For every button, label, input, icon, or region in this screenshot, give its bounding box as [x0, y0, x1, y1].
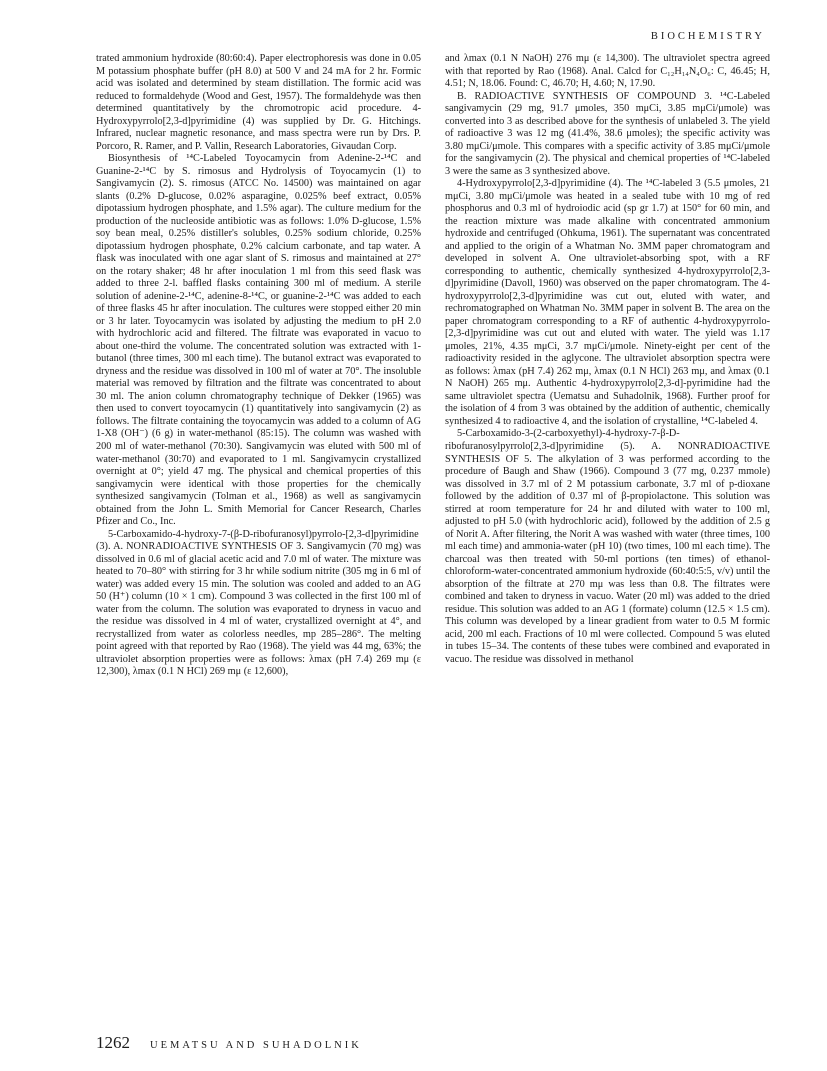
- paragraph: 5-Carboxamido-4-hydroxy-7-(β-D-ribofuranosyl)pyrrolo-[2,3-d]pyrimidine (3). A. NONRADIOACTIVE SYNTHESIS OF 3. Sangivamycin (70 mg) was dissolved in 0.6 ml of glacial acetic acid and 7.0 ml of water. The mixture was heated to 70–80° with stirring for 3 hr while sodium nitrite (305 mg in 6 ml of water) was added every 15 min. The solution was cooled and added to an AG 50 (H⁺) column (10 × 1 cm). Compound 3 was collected in the first 100 ml of water from the column. The solution was evaporated to dryness in vacuo and the residue was dissolved in 4 ml of water, crystallized overnight at 4°, and recrystallized from water as colorless needles, mp 285–286°. The melting point agreed with that reported by Rao (1968). The yield was 44 mg, 63%; the ultraviolet absorption properties were as follows: λmax (pH 7.4) 269 mμ (ε 12,300), λmax (0.1 N HCl) 269 mμ (ε 12,600),: [96, 528, 421, 678]
- paragraph: and λmax (0.1 N NaOH) 276 mμ (ε 14,300). The ultraviolet spectra agreed with that reported by Rao (1968). Anal. Calcd for C₁₂H₁₄N₄O₆: C, 46.45; H, 4.51; N, 18.06. Found: C, 46.70; H, 4.60; N, 17.90.: [445, 53, 770, 90]
- paragraph: trated ammonium hydroxide (80:60:4). Paper electrophoresis was done in 0.05 M potassium phosphate buffer (pH 8.0) at 500 V and 24 mA for 2 hr. Formic acid was isolated and determined by steam distillation. The formic acid was reduced to formaldehyde (Wood and Gest, 1957). The formaldehyde was then determined quantitatively by the chromotropic acid procedure. 4-Hydroxypyrrolo[2,3-d]pyrimidine (4) was supplied by Dr. G. Hitchings. Infrared, nuclear magnetic resonance, and mass spectra were run by Drs. P. Porcoro, R. Ramer, and P. Vallin, Research Laboratories, Givaudan Corp.: [96, 53, 421, 152]
- journal-header: BIOCHEMISTRY: [650, 31, 765, 42]
- page-footer: [96, 1033, 362, 1053]
- page-number: 1262: [96, 1033, 130, 1052]
- left-column: [96, 53, 421, 1018]
- running-head: UEMATSU AND SUHADOLNIK: [150, 1040, 362, 1051]
- paragraph: 5-Carboxamido-3-(2-carboxyethyl)-4-hydroxy-7-β-D-ribofuranosylpyrrolo[2,3-d]pyrimidine (5). A. NONRADIOACTIVE SYNTHESIS OF 5. The alkylation of 3 was performed according to the procedure of Baugh and Shaw (1966). Compound 3 (77 mg, 0.237 mmole) was dissolved in 3.7 ml of 2 M potassium carbonate, 3.7 ml of p-dioxane followed by the addition of 0.37 ml of β-propiolactone. This solution was stirred at room temperature for 24 hr and diluted with water to 100 ml, adjusted to pH 5.0 (with hydrochloric acid), followed by the addition of 2.5 g of Norit A. After filtering, the Norit A was washed with water (three times, 100 ml each time) and ammonia-water (pH 10) (two times, 100 ml each time). The charcoal was then treated with 50-ml portions (ten times) of ethanol-chloroform-water-concentrated ammonium hydroxide (60:40:5:5, v/v) until the absorption of the filtrate at 270 mμ was less than 0.8. The filtrates were combined and taken to dryness in vacuo. Water (20 ml) was added to the dried residue. This solution was added to an AG 1 (formate) column (12.5 × 1.5 cm). This column was developed by a linear gradient from water to 0.5 M formic acid, 200 ml each. Fractions of 10 ml were collected. Compound 5 was eluted in tubes 15–34. The contents of these tubes were combined and evaporated in vacuo. The residue was dissolved in methanol: [445, 428, 770, 665]
- paragraph: 4-Hydroxypyrrolo[2,3-d]pyrimidine (4). The ¹⁴C-labeled 3 (5.5 μmoles, 21 mμCi, 3.80 mμCi/μmole was heated in a sealed tube with 10 mg of red phosphorus and 0.3 ml of hydroiodic acid (sp gr 1.7) at 150° for 60 min, and the reaction mixture was made alkaline with concentrated ammonium hydroxide and centrifuged (Ohkuma, 1961). The supernatant was concentrated and applied to the origin of a Whatman No. 3MM paper chromatogram and developed in solvent A. One ultraviolet-absorbing spot, with a RF corresponding to authentic, chemically synthesized 4-hydroxypyrrolo[2,3-d]pyrimidine (Davoll, 1960) was observed on the paper chromatogram. The 4-hydroxypyrrolo[2,3-d]pyrimidine was cut out, eluted with water, and rechromatographed on Whatman No. 3MM paper in solvent B. The area on the paper chromatogram corresponding to a RF of authentic 4-hydroxypyrrolo-[2,3-d]pyrimidine was cut out and eluted with water. The yield was 1.17 μmoles, 21%, 4.35 mμCi, 3.7 mμCi/μmole. Ninety-eight per cent of the radioactivity resided in the aglycone. The ultraviolet absorption spectra were as follows: λmax (pH 7.4) 262 mμ, λmax (0.1 N HCl) 263 mμ, and λmax (0.1 N NaOH) 265 mμ. Authentic 4-hydroxypyrrolo[2,3-d]-pyrimidine had the same ultraviolet spectra (Uematsu and Suhadolnik, 1968). Further proof for the isolation of 4 from 3 was obtained by the addition of authentic, chemically synthesized 4 to radioactive 4, and the isolation of crystalline, ¹⁴C-labeled 4.: [445, 178, 770, 427]
- article-body: [96, 53, 770, 1018]
- right-column: [445, 53, 770, 1018]
- paragraph: B. RADIOACTIVE SYNTHESIS OF COMPOUND 3. ¹⁴C-Labeled sangivamycin (29 mg, 91.7 μmoles, 350 mμCi, 3.85 mμCi/μmole) was converted into 3 as described above for the synthesis of unlabeled 3. The yield of radioactive 3 was 12 mg (41.4%, 38.6 μmoles); the specific activity was 3.80 mμCi/μmole. This compares with a specific activity of 3.85 mμCi/μmole for the sangivamycin (2). The physical and chemical properties of ¹⁴C-labeled 3 were the same as 3 synthesized above.: [445, 90, 770, 177]
- paragraph: Biosynthesis of ¹⁴C-Labeled Toyocamycin from Adenine-2-¹⁴C and Guanine-2-¹⁴C by S. rimosus and Hydrolysis of Toyocamycin (1) to Sangivamycin (2). S. rimosus (ATCC No. 14500) was maintained on agar slants (0.2% D-glucose, 0.02% asparagine, 0.025% beef extract, 0.05% dipotassium hydrogen phosphate, and 1.5% agar). The culture medium for the production of the nucleoside antibiotic was as follows: 1.0% D-glucose, 1.5% soy bean meal, 0.25% distiller's solubles, 0.25% sodium chloride, 0.25% dipotassium hydrogen phosphate, 0.2% calcium carbonate, and tap water. A flask was inoculated with one agar slant of S. rimosus and maintained at 27° on the rotary shaker; 48 hr after inoculation 1 ml from this seed flask was added to three 2-l. baffled flasks containing 300 ml of medium. A sterile solution of adenine-2-¹⁴C, adenine-8-¹⁴C, or guanine-2-¹⁴C was added to each of three flasks 45 hr after inoculation. The cultures were stopped either 20 min or 3 hr later. Toyocamycin was isolated by adjusting the medium to pH 2.0 with hydrochloric acid and filtered. The filtrate was evaporated in vacuo to about one-third the volume. The concentrated solution was extracted with 1-butanol (three times, 300 ml each time). The butanol extract was evaporated to dryness and the residue was dissolved in 100 ml of water at 70°. The insoluble material was removed by filtration and the filtrate was concentrated to about 30 ml. The anion column chromatography technique of Dekker (1965) was then used to convert toyocamycin (1) quantitatively into sangivamycin (2) as follows. The filtrate containing the toyocamycin was added to a column of AG 1-X8 (OH⁻) (6 g) in water-methanol (85:15). The column was washed with 200 ml of water-methanol (70:30). Sangivamycin was eluted with 500 ml of water-methanol (30:70) and evaporated to 1 ml. Sangivamycin crystallized overnight at 0°; yield 47 mg. The physical and chemical properties of this sangivamycin were identical with those properties for the chemically synthesized sangivamycin (Tolman et al., 1968) as well as sangivamycin obtained from the John L. Smith Memorial for Cancer Research, Charles Pfizer and Co., Inc.: [96, 153, 421, 528]
